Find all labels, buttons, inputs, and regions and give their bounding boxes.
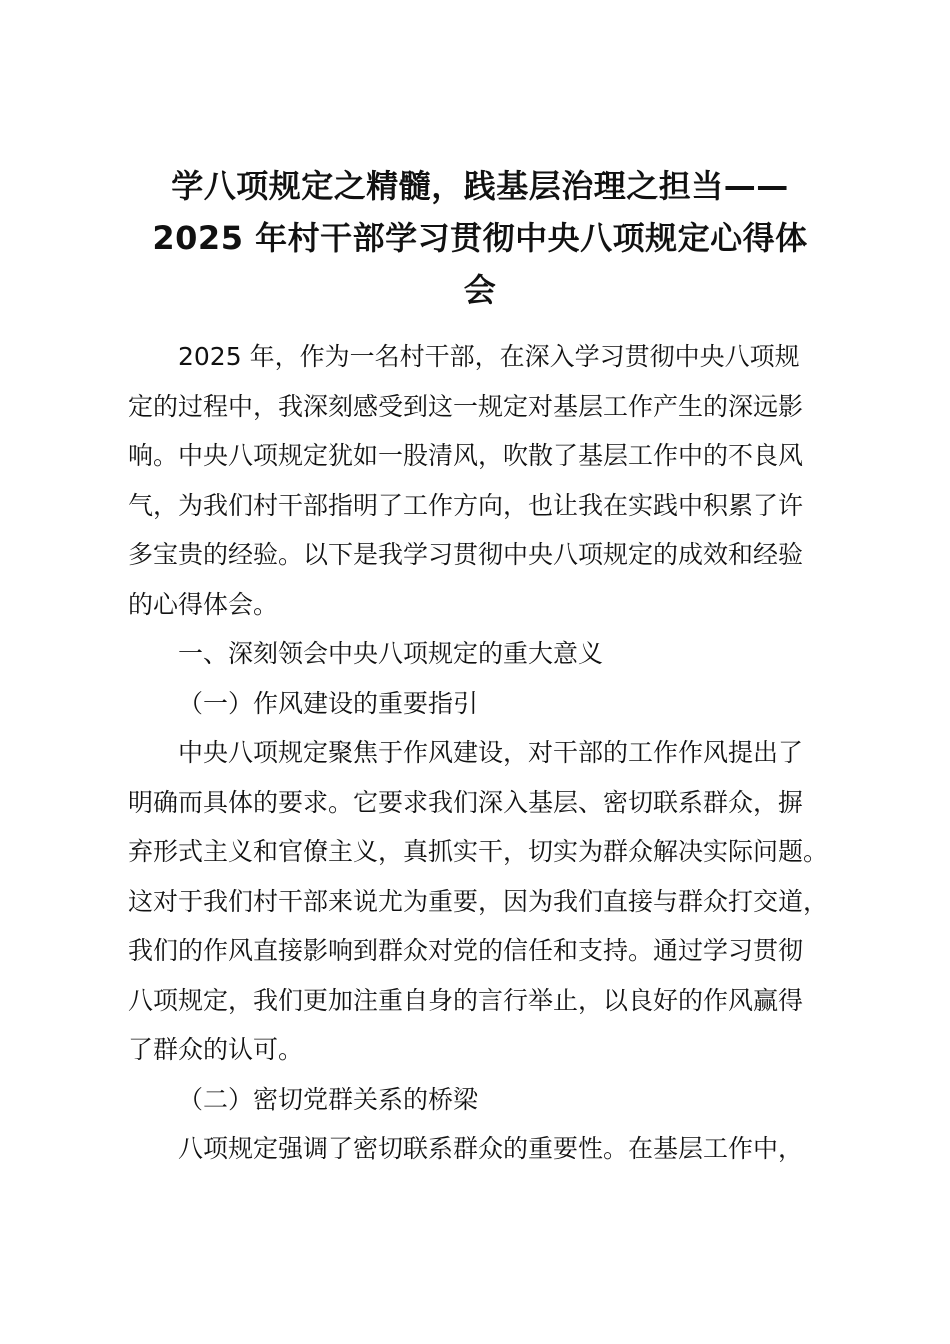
subsection-2-paragraph	[128, 1124, 833, 1174]
subsection-1-heading: （一）作风建设的重要指引	[178, 688, 479, 718]
title-line-3: 会	[463, 271, 497, 309]
document-body	[128, 332, 833, 1174]
subsection-2-heading: （二）密切党群关系的桥梁	[178, 1084, 479, 1114]
intro-line-4: 气，为我们村干部指明了工作方向，也让我在实践中积累了许	[128, 490, 804, 520]
sub1-line-6: 八项规定，我们更加注重自身的言行举止，以良好的作风赢得	[128, 985, 804, 1015]
sub1-line-2: 明确而具体的要求。它要求我们深入基层、密切联系群众，摒	[128, 787, 804, 817]
intro-line-3: 响。中央八项规定犹如一股清风，吹散了基层工作中的不良风	[128, 441, 804, 470]
sub1-line-1: 中央八项规定聚焦于作风建设，对干部的工作作风提出了	[178, 738, 804, 767]
sub1-line-4: 这对于我们村干部来说尤为重要，因为我们直接与群众打交道，	[128, 886, 829, 916]
intro-line-5: 多宝贵的经验。以下是我学习贯彻中央八项规定的成效和经验	[128, 540, 804, 569]
subsection-1-paragraph	[128, 728, 833, 1075]
document-title	[110, 160, 850, 316]
title-line-2: 2025 年村干部学习贯彻中央八项规定心得体	[152, 219, 808, 257]
title-line-1: 学八项规定之精髓，践基层治理之担当——	[171, 167, 789, 205]
sub1-line-3: 弃形式主义和官僚主义，真抓实干，切实为群众解决实际问题。	[128, 837, 829, 866]
sub2-line-1: 八项规定强调了密切联系群众的重要性。在基层工作中，	[178, 1134, 804, 1163]
intro-line-2: 定的过程中，我深刻感受到这一规定对基层工作产生的深远影	[128, 391, 804, 421]
intro-paragraph	[128, 332, 833, 629]
intro-line-1: 2025 年，作为一名村干部，在深入学习贯彻中央八项规	[178, 342, 800, 371]
sub1-line-7: 了群众的认可。	[128, 1035, 304, 1064]
section-1-heading: 一、深刻领会中央八项规定的重大意义	[178, 639, 604, 668]
sub1-line-5: 我们的作风直接影响到群众对党的信任和支持。通过学习贯彻	[128, 936, 804, 965]
intro-line-6: 的心得体会。	[128, 589, 279, 619]
